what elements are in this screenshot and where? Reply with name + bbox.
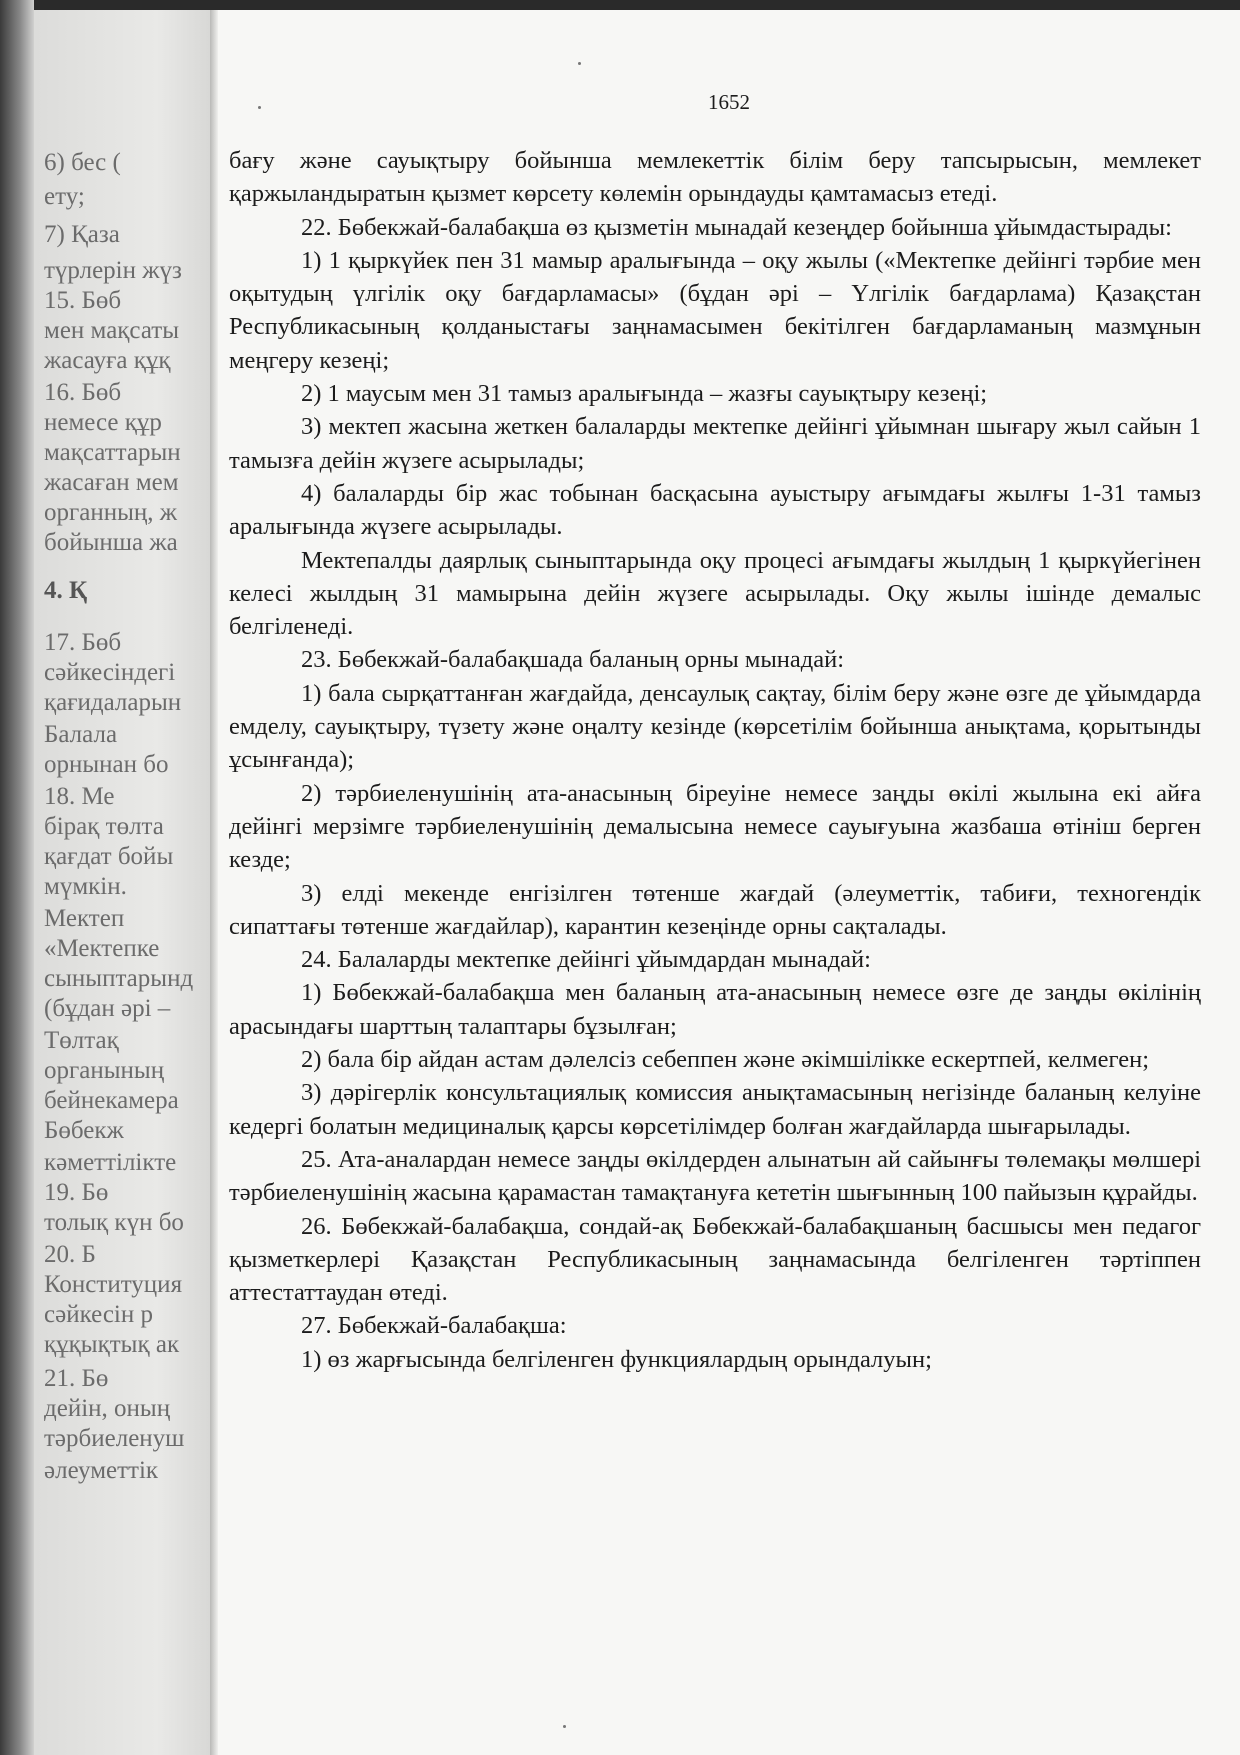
- paragraph: 1) 1 қыркүйек пен 31 мамыр аралығында – оқу жылы («Мектепке дейінгі тәрбие мен оқытудың үлгілік оқу бағдарламасы» (бұдан әрі – Үлгілік бағдарлама) Қазақстан Республикасының қолданыстағы заңнамасымен бекітілген бағдарламаның мазмұнын меңгеру кезеңі;: [229, 246, 1201, 374]
- left-page-line: Төлтақ: [44, 1027, 119, 1054]
- left-page-line: 20. Б: [44, 1241, 96, 1268]
- paragraph: 3) дәрігерлік консультациялық комиссия анықтамасының негізінде баланың келуіне кедергі болатын медициналық қарсы көрсетілімдер болған жағдайларда шығарылады.: [229, 1079, 1201, 1140]
- left-page-line: (бұдан әрі –: [44, 995, 171, 1022]
- scan-speck: [563, 1725, 566, 1728]
- left-page-line: сәйкесін р: [44, 1301, 153, 1328]
- book-spine-shadow: [0, 0, 34, 1755]
- left-page-line: жасаған мем: [44, 469, 179, 496]
- left-page-line: сәйкесіндегі: [44, 659, 176, 686]
- left-page-line: Бөбекж: [44, 1117, 124, 1144]
- left-page-line: кәметтілікте: [44, 1149, 177, 1176]
- page-fold: [210, 10, 218, 1755]
- scan-top-edge: [0, 0, 1240, 10]
- left-page-line: Балала: [44, 721, 118, 748]
- paragraph: бағу және сауықтыру бойынша мемлекеттік білім беру тапсырысын, мемлекет қаржыландыратын қызмет көрсету көлемін орындауды қамтамасыз етеді.: [229, 147, 1201, 208]
- left-page-line: 18. Ме: [44, 783, 115, 810]
- left-page-line: мен мақсаты: [44, 317, 180, 344]
- paragraph: 2) тәрбиеленушінің ата-анасының біреуіне немесе заңды өкілі жылына екі айға дейінгі мерзімге тәрбиеленушінің демалысына немесе сауығуына жазбаша өтініш берген кезде;: [229, 779, 1201, 874]
- paragraph: 26. Бөбекжай-балабақша, сондай-ақ Бөбекжай-балабақшаның басшысы мен педагог қызметкерлері Қазақстан Республикасының заңнамасында белгіленген тәртіппен аттестаттаудан өтеді.: [229, 1212, 1201, 1307]
- left-page-line: жасауға құқ: [44, 347, 171, 374]
- left-page-line: бейнекамера: [44, 1087, 179, 1114]
- paragraph: Мектепалды даярлық сыныптарында оқу процесі ағымдағы жылдың 1 қыркүйегінен келесі жылдың 31 мамырына дейін жүзеге асырылады. Оқу жылы ішінде демалыс белгіленеді.: [229, 546, 1201, 641]
- left-page-line: 16. Бөб: [44, 379, 122, 406]
- left-page-line: дейін, оның: [44, 1395, 171, 1422]
- paragraph: 22. Бөбекжай-балабақша өз қызметін мынадай кезеңдер бойынша ұйымдастырады:: [301, 213, 1172, 241]
- paragraph: 2) бала бір айдан астам дәлелсіз себеппен және әкімшілікке ескертпей, келмеген;: [301, 1046, 1150, 1074]
- left-page-line: немесе құр: [44, 409, 162, 436]
- paragraph: 1) бала сырқаттанған жағдайда, денсаулық сақтау, білім беру және өзге де ұйымдарда емделу, сауықтыру, түзету және оңалту кезінде (көрсетілім бойынша анықтама, қорытынды ұсынғанда);: [229, 679, 1201, 774]
- left-page-line: қағидаларын: [44, 689, 182, 716]
- left-page-line: мақсаттарын: [44, 439, 181, 466]
- left-page-line: 17. Бөб: [44, 629, 122, 656]
- left-page-line: толық күн бо: [44, 1209, 184, 1236]
- left-page-fragment: [34, 10, 210, 1755]
- paragraph: 3) мектеп жасына жеткен балаларды мектепке дейінгі ұйымнан шығару жыл сайын 1 тамызға дейін жүзеге асырылады;: [229, 413, 1201, 474]
- paragraph: 4) балаларды бір жас тобынан басқасына ауыстыру ағымдағы жылғы 1-31 тамыз аралығында жүзеге асырылады.: [229, 479, 1201, 541]
- document-page: [218, 10, 1240, 1755]
- left-page-line: қағдат бойы: [44, 843, 174, 870]
- paragraph: 1) өз жарғысында белгіленген функциялардың орындалуын;: [301, 1345, 932, 1373]
- left-page-line: 15. Бөб: [44, 287, 122, 314]
- paragraph: 24. Балаларды мектепке дейінгі ұйымдардан мынадай:: [301, 946, 871, 974]
- paragraph: 1) Бөбекжай-балабақша мен баланың ата-анасының немесе өзге де заңды өкілінің арасындағы шарттың талаптары бұзылған;: [229, 979, 1201, 1040]
- left-page-line: орнынан бо: [44, 751, 169, 778]
- left-page-line: түрлерін жүз: [44, 257, 182, 284]
- page-number: 1652: [708, 90, 750, 114]
- left-page-line: әлеуметтік: [44, 1457, 159, 1484]
- left-page-line: 7) Қаза: [44, 221, 120, 248]
- paragraph: 25. Ата-аналардан немесе заңды өкілдерден алынатын ай сайынғы төлемақы мөлшері тәрбиеленушінің жасына қарамастан тамақтануға кететін шығынның 100 пайызын құрайды.: [229, 1145, 1201, 1207]
- left-page-line: 19. Бө: [44, 1179, 109, 1206]
- left-page-line: сыныптарынд: [44, 965, 194, 992]
- left-page-line: бойынша жа: [44, 529, 178, 556]
- body-text: [229, 144, 1201, 1376]
- left-page-line: тәрбиеленуш: [44, 1425, 185, 1452]
- scan-speck: [258, 106, 261, 109]
- left-page-line: 21. Бө: [44, 1365, 109, 1392]
- left-page-line: 6) бес (: [44, 149, 121, 176]
- left-page-line: Конституция: [44, 1271, 183, 1298]
- paragraph: 3) елді мекенде енгізілген төтенше жағдай (әлеуметтік, табиғи, техногендік сипаттағы төтенше жағдайлар), карантин кезеңінде орны сақталады.: [229, 879, 1201, 940]
- left-page-line: бірақ төлта: [44, 813, 164, 840]
- left-page-line: Мектеп: [44, 905, 125, 932]
- scan-speck: [578, 62, 581, 65]
- paragraph: 23. Бөбекжай-балабақшада баланың орны мынадай:: [301, 646, 845, 674]
- left-page-line: «Мектепке: [44, 935, 160, 962]
- paragraph: 27. Бөбекжай-балабақша:: [301, 1312, 567, 1340]
- left-page-line: органның, ж: [44, 499, 178, 526]
- left-page-line: органының: [44, 1057, 165, 1084]
- left-page-line: 4. Қ: [44, 577, 88, 604]
- paragraph: 2) 1 маусым мен 31 тамыз аралығында – жазғы сауықтыру кезеңі;: [301, 380, 988, 408]
- left-page-line: мүмкін.: [44, 873, 127, 900]
- left-page-line: құқықтық ак: [44, 1331, 180, 1358]
- left-page-line: ету;: [44, 183, 85, 210]
